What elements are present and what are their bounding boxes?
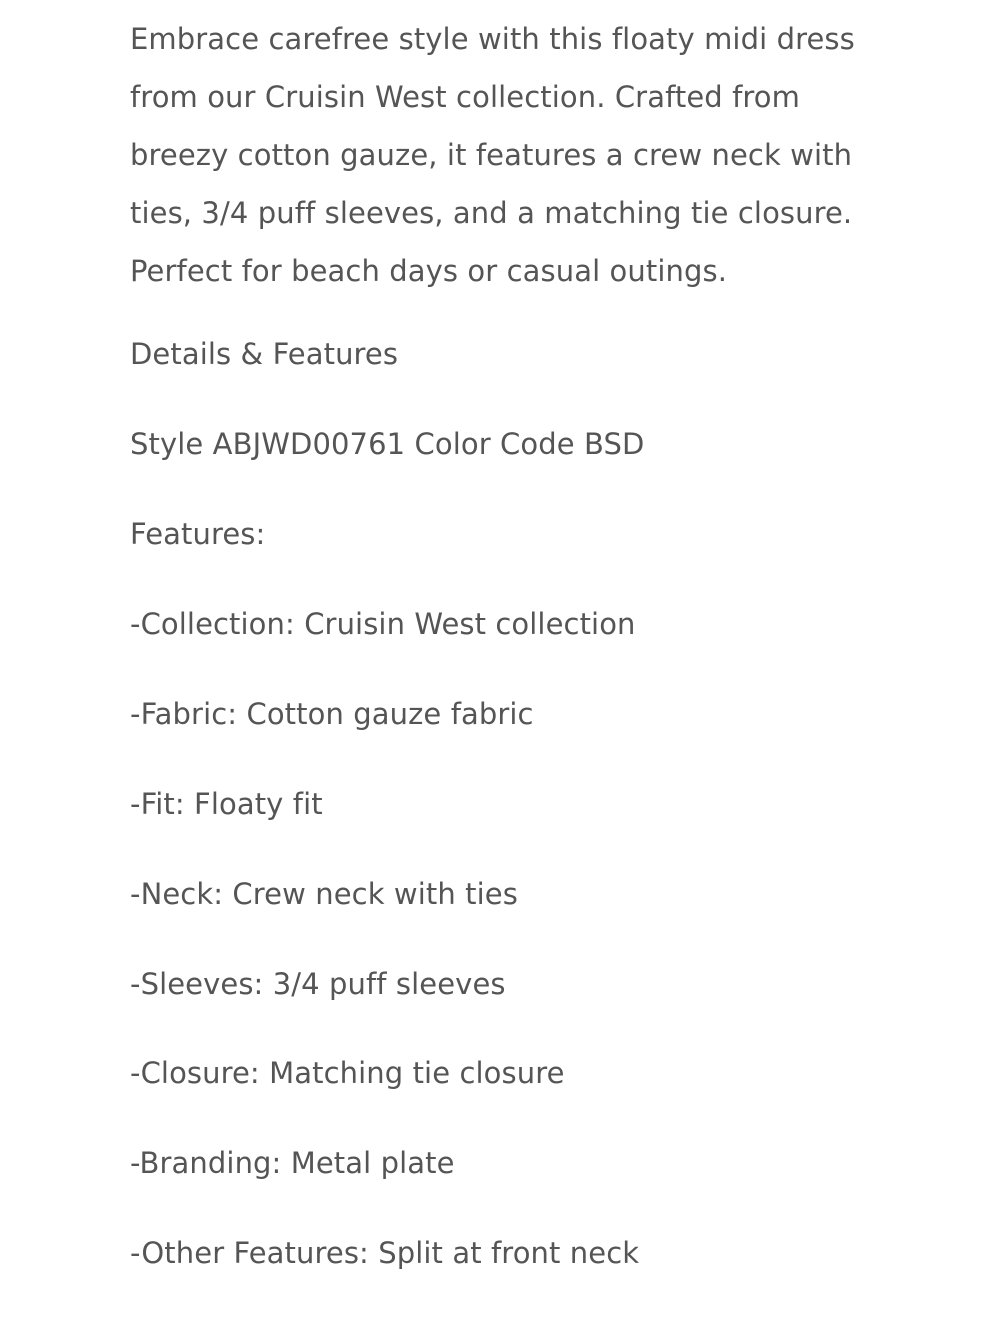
details-heading: Details & Features [130,337,399,371]
feature-neck: -Neck: Crew neck with ties [130,877,518,911]
feature-collection: -Collection: Cruisin West collection [130,607,636,641]
features-heading: Features: [130,517,266,551]
style-code-line: Style ABJWD00761 Color Code BSD [130,427,645,461]
product-description-section [130,10,890,300]
feature-fit: -Fit: Floaty fit [130,787,323,821]
feature-branding: -Branding: Metal plate [130,1146,455,1180]
feature-other: -Other Features: Split at front neck [130,1236,640,1270]
product-description: Embrace carefree style with this floaty midi dress from our Cruisin West collection. Crafted from breezy cotton gauze, it features a crew neck with ties, 3/4 puff sleeves, and a matching tie closure. Perfect for beach days or casual outings. [130,22,855,288]
feature-sleeves: -Sleeves: 3/4 puff sleeves [130,967,506,1001]
feature-closure: -Closure: Matching tie closure [130,1056,565,1090]
feature-fabric: -Fabric: Cotton gauze fabric [130,697,534,731]
